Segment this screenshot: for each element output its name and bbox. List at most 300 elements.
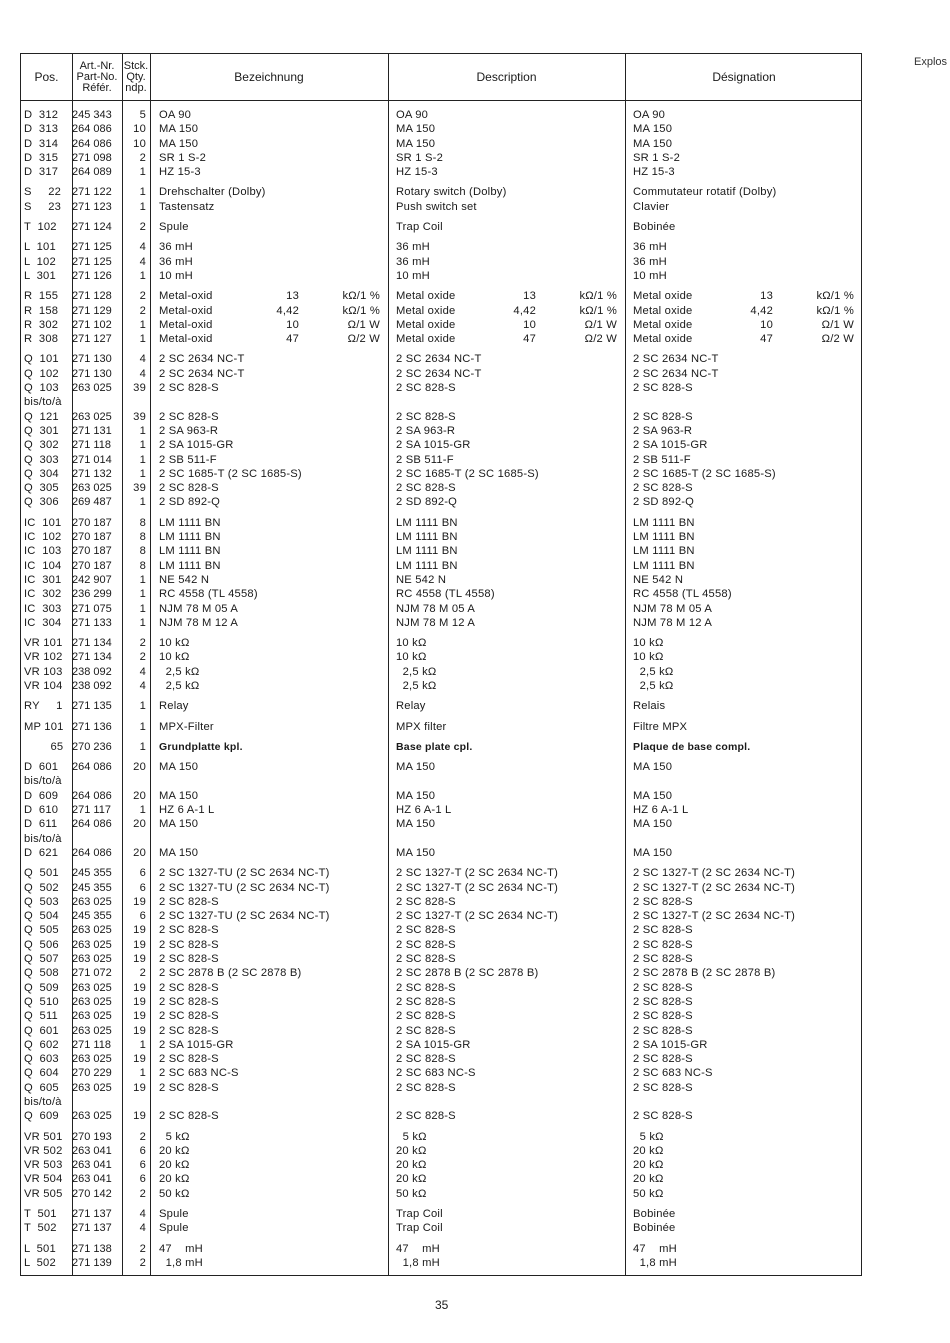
row-article-number: 264 086 [72, 761, 112, 774]
table-row [21, 665, 863, 679]
row-description: 2 SC 2634 NC-T [396, 367, 482, 380]
row-bezeichnung: 20 kΩ [159, 1173, 190, 1186]
row-designation: 36 mH [633, 255, 667, 268]
row-designation: 2 SC 828-S [633, 938, 693, 951]
resistor-value: 47 [760, 333, 773, 346]
table-row [21, 1095, 863, 1109]
row-description: 2 SC 828-S [396, 981, 456, 994]
row-quantity: 2 [139, 1130, 146, 1143]
row-quantity: 2 [139, 304, 146, 317]
row-quantity: 4 [139, 1222, 146, 1235]
row-designation: 2 SC 828-S [633, 410, 693, 423]
row-description: Push switch set [396, 200, 477, 213]
row-article-number: 271 098 [72, 151, 112, 164]
row-designation: 1,8 mH [633, 1256, 677, 1269]
row-group [21, 1242, 863, 1271]
row-designation: MA 150 [633, 789, 673, 802]
row-description: 2 SC 828-S [396, 995, 456, 1008]
row-position: RY 1 [24, 700, 63, 713]
row-group [21, 1130, 863, 1201]
row-designation: Relais [633, 700, 666, 713]
row-bezeichnung: 2 SC 828-S [159, 981, 219, 994]
row-description: NJM 78 M 12 A [396, 616, 476, 629]
row-bezeichnung: 2 SC 828-S [159, 895, 219, 908]
row-description: MA 150 [396, 818, 436, 831]
row-article-number: 263 041 [72, 1159, 112, 1172]
row-article-number: 264 086 [72, 789, 112, 802]
row-quantity: 39 [133, 482, 146, 495]
row-designation: Clavier [633, 200, 670, 213]
row-quantity: 2 [139, 151, 146, 164]
row-position: Q 603 [24, 1053, 59, 1066]
row-description: 2 SC 1327-T (2 SC 2634 NC-T) [396, 910, 559, 923]
row-designation: 20 kΩ [633, 1159, 664, 1172]
row-description: LM 1111 BN [396, 559, 458, 572]
row-description: Metal oxide [396, 290, 456, 303]
row-description: SR 1 S-2 [396, 151, 443, 164]
header-bezeichnung: Bezeichnung [234, 69, 304, 84]
row-description: NJM 78 M 05 A [396, 602, 476, 615]
table-row [21, 352, 863, 366]
row-article-number: 263 025 [72, 1010, 112, 1023]
row-article-number: 270 187 [72, 545, 112, 558]
table-row [21, 995, 863, 1009]
side-note: Explos [914, 56, 948, 68]
table-row [21, 255, 863, 269]
row-quantity: 20 [133, 818, 146, 831]
row-description: 2 SC 828-S [396, 938, 456, 951]
row-designation: 2 SC 828-S [633, 382, 693, 395]
row-description: Trap Coil [396, 221, 443, 234]
resistor-unit: Ω/1 W [821, 318, 854, 331]
row-bezeichnung: 2 SC 828-S [159, 1010, 219, 1023]
row-bezeichnung: LM 1111 BN [159, 545, 221, 558]
row-description: 5 kΩ [396, 1130, 427, 1143]
row-quantity: 19 [133, 981, 146, 994]
row-article-number: 271 133 [72, 616, 112, 629]
row-quantity: 1 [139, 333, 146, 346]
row-bezeichnung: 2 SB 511-F [159, 453, 217, 466]
row-position: IC 301 [24, 573, 62, 586]
row-quantity: 19 [133, 995, 146, 1008]
row-group [21, 699, 863, 713]
header-description: Description [476, 69, 537, 84]
row-quantity: 19 [133, 953, 146, 966]
row-bezeichnung: Drehschalter (Dolby) [159, 186, 266, 199]
resistor-unit: Ω/1 W [347, 318, 380, 331]
row-bezeichnung: 2 SC 828-S [159, 382, 219, 395]
row-position: Q 501 [24, 867, 59, 880]
row-position: bis/to/à [24, 775, 62, 788]
row-designation: 2,5 kΩ [633, 665, 674, 678]
row-article-number: 271 072 [72, 967, 112, 980]
row-designation: 10 mH [633, 269, 667, 282]
row-quantity: 1 [139, 700, 146, 713]
row-quantity: 6 [139, 910, 146, 923]
row-designation: 2 SD 892-Q [633, 496, 695, 509]
row-quantity: 19 [133, 938, 146, 951]
table-row [21, 1242, 863, 1256]
row-article-number: 263 025 [72, 953, 112, 966]
row-quantity: 1 [139, 588, 146, 601]
table-row [21, 137, 863, 151]
row-designation: LM 1111 BN [633, 531, 695, 544]
row-quantity: 4 [139, 353, 146, 366]
resistor-value: 13 [523, 290, 536, 303]
row-article-number: 264 089 [72, 166, 112, 179]
header-designation: Désignation [712, 69, 776, 84]
row-bezeichnung: MA 150 [159, 846, 199, 859]
table-row [21, 1172, 863, 1186]
row-description: 2 SC 828-S [396, 1110, 456, 1123]
row-position: Q 602 [24, 1038, 59, 1051]
row-designation: 2 SC 1327-T (2 SC 2634 NC-T) [633, 881, 796, 894]
row-article-number: 270 236 [72, 740, 112, 753]
row-position: R 155 [24, 290, 59, 303]
row-description: 2,5 kΩ [396, 665, 437, 678]
row-quantity: 1 [139, 200, 146, 213]
row-description: 2 SC 1327-T (2 SC 2634 NC-T) [396, 867, 559, 880]
table-row [21, 318, 863, 332]
table-row [21, 200, 863, 214]
header-pos: Pos. [34, 69, 59, 84]
row-bezeichnung: Relay [159, 700, 189, 713]
row-article-number: 271 102 [72, 318, 112, 331]
row-designation: LM 1111 BN [633, 559, 695, 572]
resistor-unit: kΩ/1 % [579, 290, 617, 303]
row-bezeichnung: 2 SC 828-S [159, 1110, 219, 1123]
row-designation: 2 SC 2634 NC-T [633, 367, 719, 380]
row-description: 2 SC 828-S [396, 924, 456, 937]
row-designation: Bobinée [633, 1208, 676, 1221]
row-article-number: 271 117 [72, 804, 111, 817]
row-group [21, 108, 863, 179]
resistor-unit: kΩ/1 % [342, 304, 380, 317]
table-row [21, 1221, 863, 1235]
row-article-number: 271 134 [72, 651, 112, 664]
row-designation: NJM 78 M 12 A [633, 616, 713, 629]
row-designation: 2 SC 828-S [633, 1081, 693, 1094]
row-position: Q 305 [24, 482, 59, 495]
row-article-number: 236 299 [72, 588, 112, 601]
resistor-value: 4,42 [513, 304, 536, 317]
table-row [21, 895, 863, 909]
table-row [21, 1158, 863, 1172]
row-bezeichnung: 36 mH [159, 255, 193, 268]
row-designation: 2 SA 1015-GR [633, 1038, 708, 1051]
row-designation: Bobinée [633, 1222, 676, 1235]
resistor-unit: kΩ/1 % [816, 304, 854, 317]
row-designation: 2 SB 511-F [633, 453, 691, 466]
row-article-number: 263 025 [72, 382, 112, 395]
row-designation: 20 kΩ [633, 1173, 664, 1186]
row-description: MA 150 [396, 846, 436, 859]
row-article-number: 271 122 [72, 186, 112, 199]
row-designation: Commutateur rotatif (Dolby) [633, 186, 777, 199]
header-qty [122, 54, 150, 100]
row-quantity: 8 [139, 531, 146, 544]
table-row [21, 220, 863, 234]
row-quantity: 2 [139, 637, 146, 650]
row-position: D 312 [24, 109, 59, 121]
row-bezeichnung: HZ 15-3 [159, 166, 201, 179]
row-position: Q 303 [24, 453, 59, 466]
row-bezeichnung: Metal-oxid [159, 290, 213, 303]
table-row [21, 846, 863, 860]
row-article-number: 271 137 [72, 1208, 112, 1221]
table-row [21, 587, 863, 601]
row-article-number: 245 355 [72, 881, 112, 894]
row-quantity: 6 [139, 1159, 146, 1172]
row-position: L 101 [24, 241, 56, 254]
header-art-line: Art.-Nr. [79, 59, 115, 72]
row-description: 50 kΩ [396, 1187, 427, 1200]
row-designation: 2 SC 828-S [633, 1024, 693, 1037]
row-position: VR 503 [24, 1159, 63, 1172]
row-designation: Filtre MPX [633, 720, 688, 733]
row-article-number: 242 907 [72, 573, 112, 586]
table-row [21, 817, 863, 831]
table-row [21, 544, 863, 558]
row-article-number: 271 137 [72, 1222, 112, 1235]
table-row [21, 481, 863, 495]
row-article-number: 245 355 [72, 867, 112, 880]
row-position: Q 102 [24, 367, 59, 380]
row-position: Q 508 [24, 967, 59, 980]
table-row [21, 774, 863, 788]
row-position: Q 601 [24, 1024, 59, 1037]
row-quantity: 20 [133, 789, 146, 802]
row-bezeichnung: MA 150 [159, 761, 199, 774]
row-position: D 609 [24, 789, 59, 802]
table-row [21, 1038, 863, 1052]
row-position: Q 605 [24, 1081, 59, 1094]
row-description: Rotary switch (Dolby) [396, 186, 507, 199]
row-bezeichnung: 1,8 mH [159, 1256, 203, 1269]
row-position: IC 103 [24, 545, 62, 558]
table-row [21, 1109, 863, 1123]
row-bezeichnung: 10 mH [159, 269, 193, 282]
table-row [21, 410, 863, 424]
row-description: MA 150 [396, 789, 436, 802]
row-designation: MA 150 [633, 123, 673, 136]
row-position: bis/to/à [24, 832, 62, 845]
table-row [21, 1066, 863, 1080]
row-bezeichnung: LM 1111 BN [159, 559, 221, 572]
table-row [21, 453, 863, 467]
row-quantity: 2 [139, 1187, 146, 1200]
table-row [21, 1081, 863, 1095]
table-row [21, 952, 863, 966]
row-article-number: 263 025 [72, 1110, 112, 1123]
table-row [21, 573, 863, 587]
row-position: Q 101 [24, 353, 59, 366]
row-designation: MA 150 [633, 761, 673, 774]
row-article-number: 271 127 [72, 333, 112, 346]
row-position: S 22 [24, 186, 62, 199]
row-designation: MA 150 [633, 846, 673, 859]
row-position: VR 502 [24, 1144, 63, 1157]
row-position: D 315 [24, 151, 59, 164]
row-quantity: 1 [139, 424, 146, 437]
row-group [21, 289, 863, 346]
table-row [21, 866, 863, 880]
row-designation: 20 kΩ [633, 1144, 664, 1157]
row-quantity: 1 [139, 467, 146, 480]
row-designation: LM 1111 BN [633, 516, 695, 529]
row-bezeichnung: Tastensatz [159, 200, 215, 213]
row-description: MA 150 [396, 123, 436, 136]
row-position: Q 506 [24, 938, 59, 951]
row-designation: 2 SC 683 NC-S [633, 1067, 713, 1080]
resistor-unit: Ω/2 W [821, 333, 854, 346]
row-description: 2 SC 828-S [396, 482, 456, 495]
row-position: T 501 [24, 1208, 57, 1221]
row-quantity: 8 [139, 516, 146, 529]
row-article-number: 264 086 [72, 123, 112, 136]
row-position: T 502 [24, 1222, 57, 1235]
row-article-number: 271 014 [72, 453, 112, 466]
row-designation: 2 SC 828-S [633, 981, 693, 994]
row-description: 20 kΩ [396, 1173, 427, 1186]
row-quantity: 4 [139, 241, 146, 254]
row-bezeichnung: 2 SC 2634 NC-T [159, 353, 245, 366]
row-position: Q 511 [24, 1010, 58, 1023]
row-article-number: 271 130 [72, 367, 112, 380]
row-article-number: 270 187 [72, 559, 112, 572]
row-description: Trap Coil [396, 1208, 443, 1221]
row-position: L 102 [24, 255, 56, 268]
row-quantity: 19 [133, 1024, 146, 1037]
row-position: L 301 [24, 269, 56, 282]
row-position: 65 [24, 740, 64, 753]
table-row [21, 832, 863, 846]
row-position: D 314 [24, 137, 59, 150]
table-row [21, 966, 863, 980]
table-row [21, 395, 863, 409]
row-bezeichnung: MA 150 [159, 123, 199, 136]
row-quantity: 19 [133, 924, 146, 937]
row-article-number: 263 025 [72, 895, 112, 908]
table-row [21, 530, 863, 544]
row-group [21, 760, 863, 860]
row-position: Q 503 [24, 895, 59, 908]
header-divider [21, 100, 861, 101]
page-number: 35 [435, 1298, 449, 1312]
row-description: 2 SC 1685-T (2 SC 1685-S) [396, 467, 539, 480]
row-article-number: 264 086 [72, 846, 112, 859]
row-description: MA 150 [396, 137, 436, 150]
row-position: D 610 [24, 804, 59, 817]
table-row [21, 559, 863, 573]
row-quantity: 8 [139, 559, 146, 572]
row-bezeichnung: NE 542 N [159, 573, 210, 586]
table-row [21, 108, 863, 122]
row-description: 2 SB 511-F [396, 453, 454, 466]
row-position: bis/to/à [24, 396, 62, 409]
row-quantity: 1 [139, 616, 146, 629]
row-quantity: 19 [133, 1110, 146, 1123]
row-bezeichnung: 2 SC 1327-TU (2 SC 2634 NC-T) [159, 910, 330, 923]
row-bezeichnung: 2 SC 1685-T (2 SC 1685-S) [159, 467, 302, 480]
table-row [21, 740, 863, 754]
row-article-number: 263 025 [72, 482, 112, 495]
row-position: Q 302 [24, 439, 59, 452]
row-group [21, 866, 863, 1123]
row-bezeichnung: NJM 78 M 05 A [159, 602, 239, 615]
row-description: LM 1111 BN [396, 531, 458, 544]
row-bezeichnung: 2 SC 828-S [159, 410, 219, 423]
row-article-number: 245 355 [72, 910, 112, 923]
row-quantity: 10 [133, 137, 146, 150]
row-designation: SR 1 S-2 [633, 151, 680, 164]
table-row [21, 720, 863, 734]
row-article-number: 238 092 [72, 679, 112, 692]
row-position: D 621 [24, 846, 59, 859]
row-position: Q 502 [24, 881, 59, 894]
row-position: VR 505 [24, 1187, 63, 1200]
row-description: 2 SC 683 NC-S [396, 1067, 476, 1080]
row-quantity: 1 [139, 804, 146, 817]
row-position: D 313 [24, 123, 59, 136]
row-article-number: 238 092 [72, 665, 112, 678]
row-position: VR 102 [24, 651, 63, 664]
row-quantity: 6 [139, 1144, 146, 1157]
row-description: 10 kΩ [396, 651, 427, 664]
resistor-unit: kΩ/1 % [342, 290, 380, 303]
row-article-number: 271 124 [72, 221, 112, 234]
row-quantity: 10 [133, 123, 146, 136]
row-description: HZ 15-3 [396, 166, 438, 179]
row-description: Metal oxide [396, 304, 456, 317]
table-row [21, 1130, 863, 1144]
table-row [21, 185, 863, 199]
row-bezeichnung: MA 150 [159, 818, 199, 831]
row-quantity: 39 [133, 410, 146, 423]
row-description: 2 SD 892-Q [396, 496, 458, 509]
row-position: Q 609 [24, 1110, 59, 1123]
row-position: Q 121 [24, 410, 59, 423]
resistor-value: 13 [286, 290, 299, 303]
resistor-value: 47 [286, 333, 299, 346]
row-quantity: 2 [139, 1242, 146, 1255]
row-group [21, 240, 863, 283]
row-position: Q 510 [24, 995, 59, 1008]
row-bezeichnung: 2 SC 2634 NC-T [159, 367, 245, 380]
row-quantity: 4 [139, 367, 146, 380]
row-designation: 2 SC 828-S [633, 1110, 693, 1123]
row-designation: 2 SA 1015-GR [633, 439, 708, 452]
table-row [21, 938, 863, 952]
row-bezeichnung: 2 SC 828-S [159, 995, 219, 1008]
row-bezeichnung: 2 SC 828-S [159, 1053, 219, 1066]
row-description: 2 SA 963-R [396, 424, 456, 437]
row-bezeichnung: 2 SC 828-S [159, 953, 219, 966]
row-designation: 2 SC 828-S [633, 1010, 693, 1023]
table-row [21, 1144, 863, 1158]
row-description: 2 SC 2634 NC-T [396, 353, 482, 366]
row-article-number: 269 487 [72, 496, 112, 509]
row-quantity: 19 [133, 1081, 146, 1094]
table-row [21, 1009, 863, 1023]
table-row [21, 151, 863, 165]
row-position: IC 102 [24, 531, 62, 544]
row-quantity: 6 [139, 1173, 146, 1186]
row-designation: 2 SC 828-S [633, 953, 693, 966]
table-row [21, 165, 863, 179]
row-article-number: 263 025 [72, 995, 112, 1008]
row-designation: 2 SC 828-S [633, 995, 693, 1008]
